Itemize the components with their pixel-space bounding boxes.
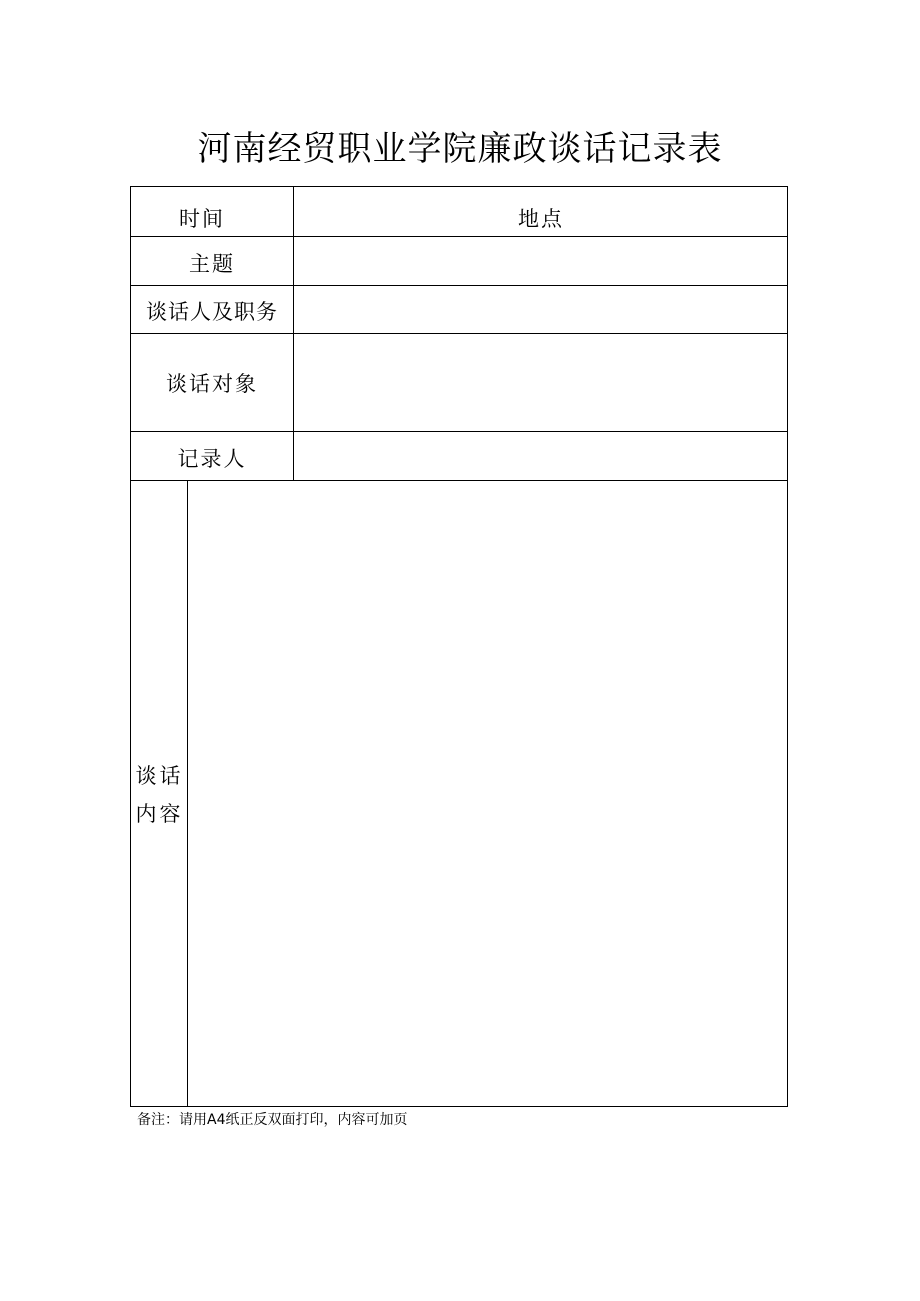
topic-label: 主题 <box>189 251 235 276</box>
content-label-line1: 谈话 <box>135 763 184 788</box>
content-label-line2: 内容 <box>135 801 184 826</box>
form-title: 河南经贸职业学院廉政谈话记录表 <box>197 129 723 169</box>
recorder-field[interactable] <box>294 432 788 480</box>
target-field[interactable] <box>294 334 788 431</box>
speaker-field[interactable] <box>294 286 788 333</box>
recorder-label: 记录人 <box>177 447 247 471</box>
place-label: 地点 <box>518 207 564 231</box>
time-label: 时间 <box>179 207 225 231</box>
content-label <box>131 481 188 1108</box>
record-form-table <box>130 186 788 1107</box>
topic-field[interactable] <box>294 237 788 285</box>
target-label: 谈话对象 <box>166 371 258 396</box>
content-field[interactable] <box>188 481 788 1107</box>
speaker-label: 谈话人及职务 <box>146 300 278 324</box>
footnote: 备注：请用A4纸正反双面打印，内容可加页 <box>137 1112 408 1128</box>
